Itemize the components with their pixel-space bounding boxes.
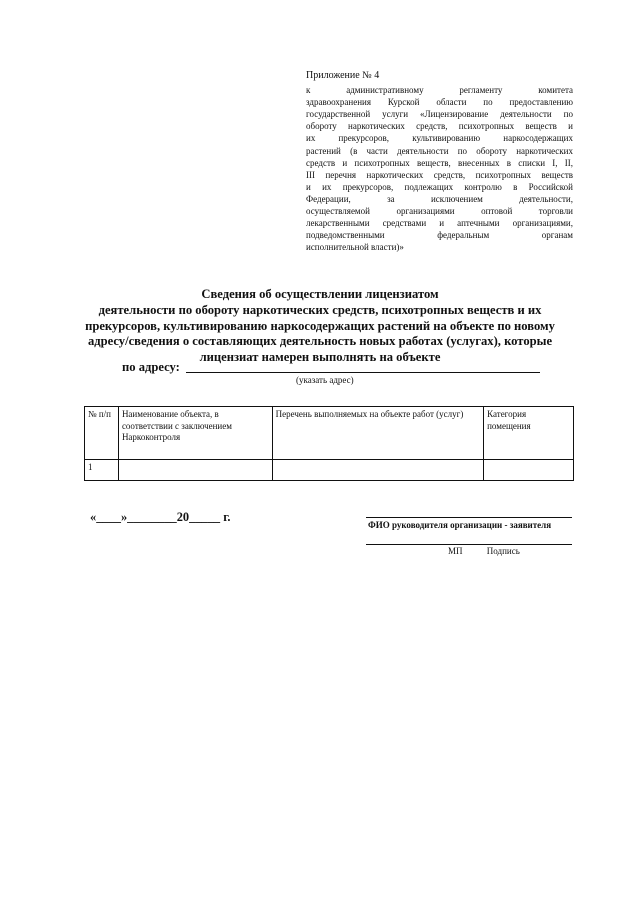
appendix-line: к административному регламенту комитета xyxy=(306,85,573,95)
table-header-row xyxy=(85,407,574,460)
appendix-line: и их прекурсоров, подлежащих контролю в Российской xyxy=(306,181,573,192)
title-line: адресу/сведения о составляющих деятельность новых работах (услугах), которые xyxy=(87,334,553,349)
table-cell xyxy=(272,460,483,481)
signature-label: Подпись xyxy=(486,546,520,556)
header-works-list: Перечень выполняемых на объекте работ (услуг) xyxy=(272,407,483,460)
appendix-line: средств и психотропных веществ, внесенных в списки I, II, xyxy=(306,157,573,168)
title-line: прекурсоров, культивированию наркосодержащих растений на объекте по новому xyxy=(85,318,555,333)
table-cell xyxy=(118,460,272,481)
table-row xyxy=(85,460,574,481)
appendix-line: растений (в части деятельности по обороту наркотических xyxy=(306,145,573,156)
title-line: лицензиат намерен выполнять на объекте xyxy=(199,350,441,365)
appendix-line: обороту наркотических средств, психотропных веществ и xyxy=(306,121,573,132)
stamp-label: МП xyxy=(448,546,463,556)
address-label: по адресу: xyxy=(122,360,180,374)
applicant-name-line xyxy=(366,517,572,518)
appendix-line: их прекурсоров, культивированию наркосодержащих xyxy=(306,133,573,144)
title-line: Сведения об осуществлении лицензиатом xyxy=(201,287,439,301)
address-underline xyxy=(186,372,540,373)
title-line: деятельности по обороту наркотических средств, психотропных веществ и их xyxy=(98,302,542,317)
signature-labels xyxy=(448,546,520,556)
applicant-name-label: ФИО руководителя организации - заявителя xyxy=(368,520,552,530)
table-cell: 1 xyxy=(85,460,119,481)
appendix-line: государственной услуги «Лицензирование деятельности по xyxy=(306,109,573,120)
appendix-line: здравоохранения Курской области по предоставлению xyxy=(306,97,573,108)
address-hint: (указать адрес) xyxy=(296,375,354,385)
document-title xyxy=(60,287,580,366)
header-room-category: Категория помещения xyxy=(484,407,574,460)
table-cell xyxy=(484,460,574,481)
appendix-title: Приложение № 4 xyxy=(306,70,380,81)
date-line: «____»________20_____ г. xyxy=(90,510,231,524)
header-number: № п/п xyxy=(85,407,119,460)
appendix-line: осуществляемой организациями оптовой торговли xyxy=(306,206,573,216)
appendix-line: лекарственными средствами и аптечными организациями, xyxy=(306,218,573,229)
appendix-line: Федерации, за исключением деятельности, xyxy=(306,193,573,204)
header-object-name: Наименование объекта, в соответствии с заключением Наркоконтроля xyxy=(118,407,272,460)
objects-table xyxy=(84,406,574,481)
signature-line xyxy=(366,544,572,545)
appendix-line: подведомственными федеральным органам xyxy=(306,230,573,241)
appendix-line: исполнительной власти)» xyxy=(306,242,404,253)
appendix-line: III перечня наркотических средств, психотропных веществ xyxy=(306,169,573,180)
